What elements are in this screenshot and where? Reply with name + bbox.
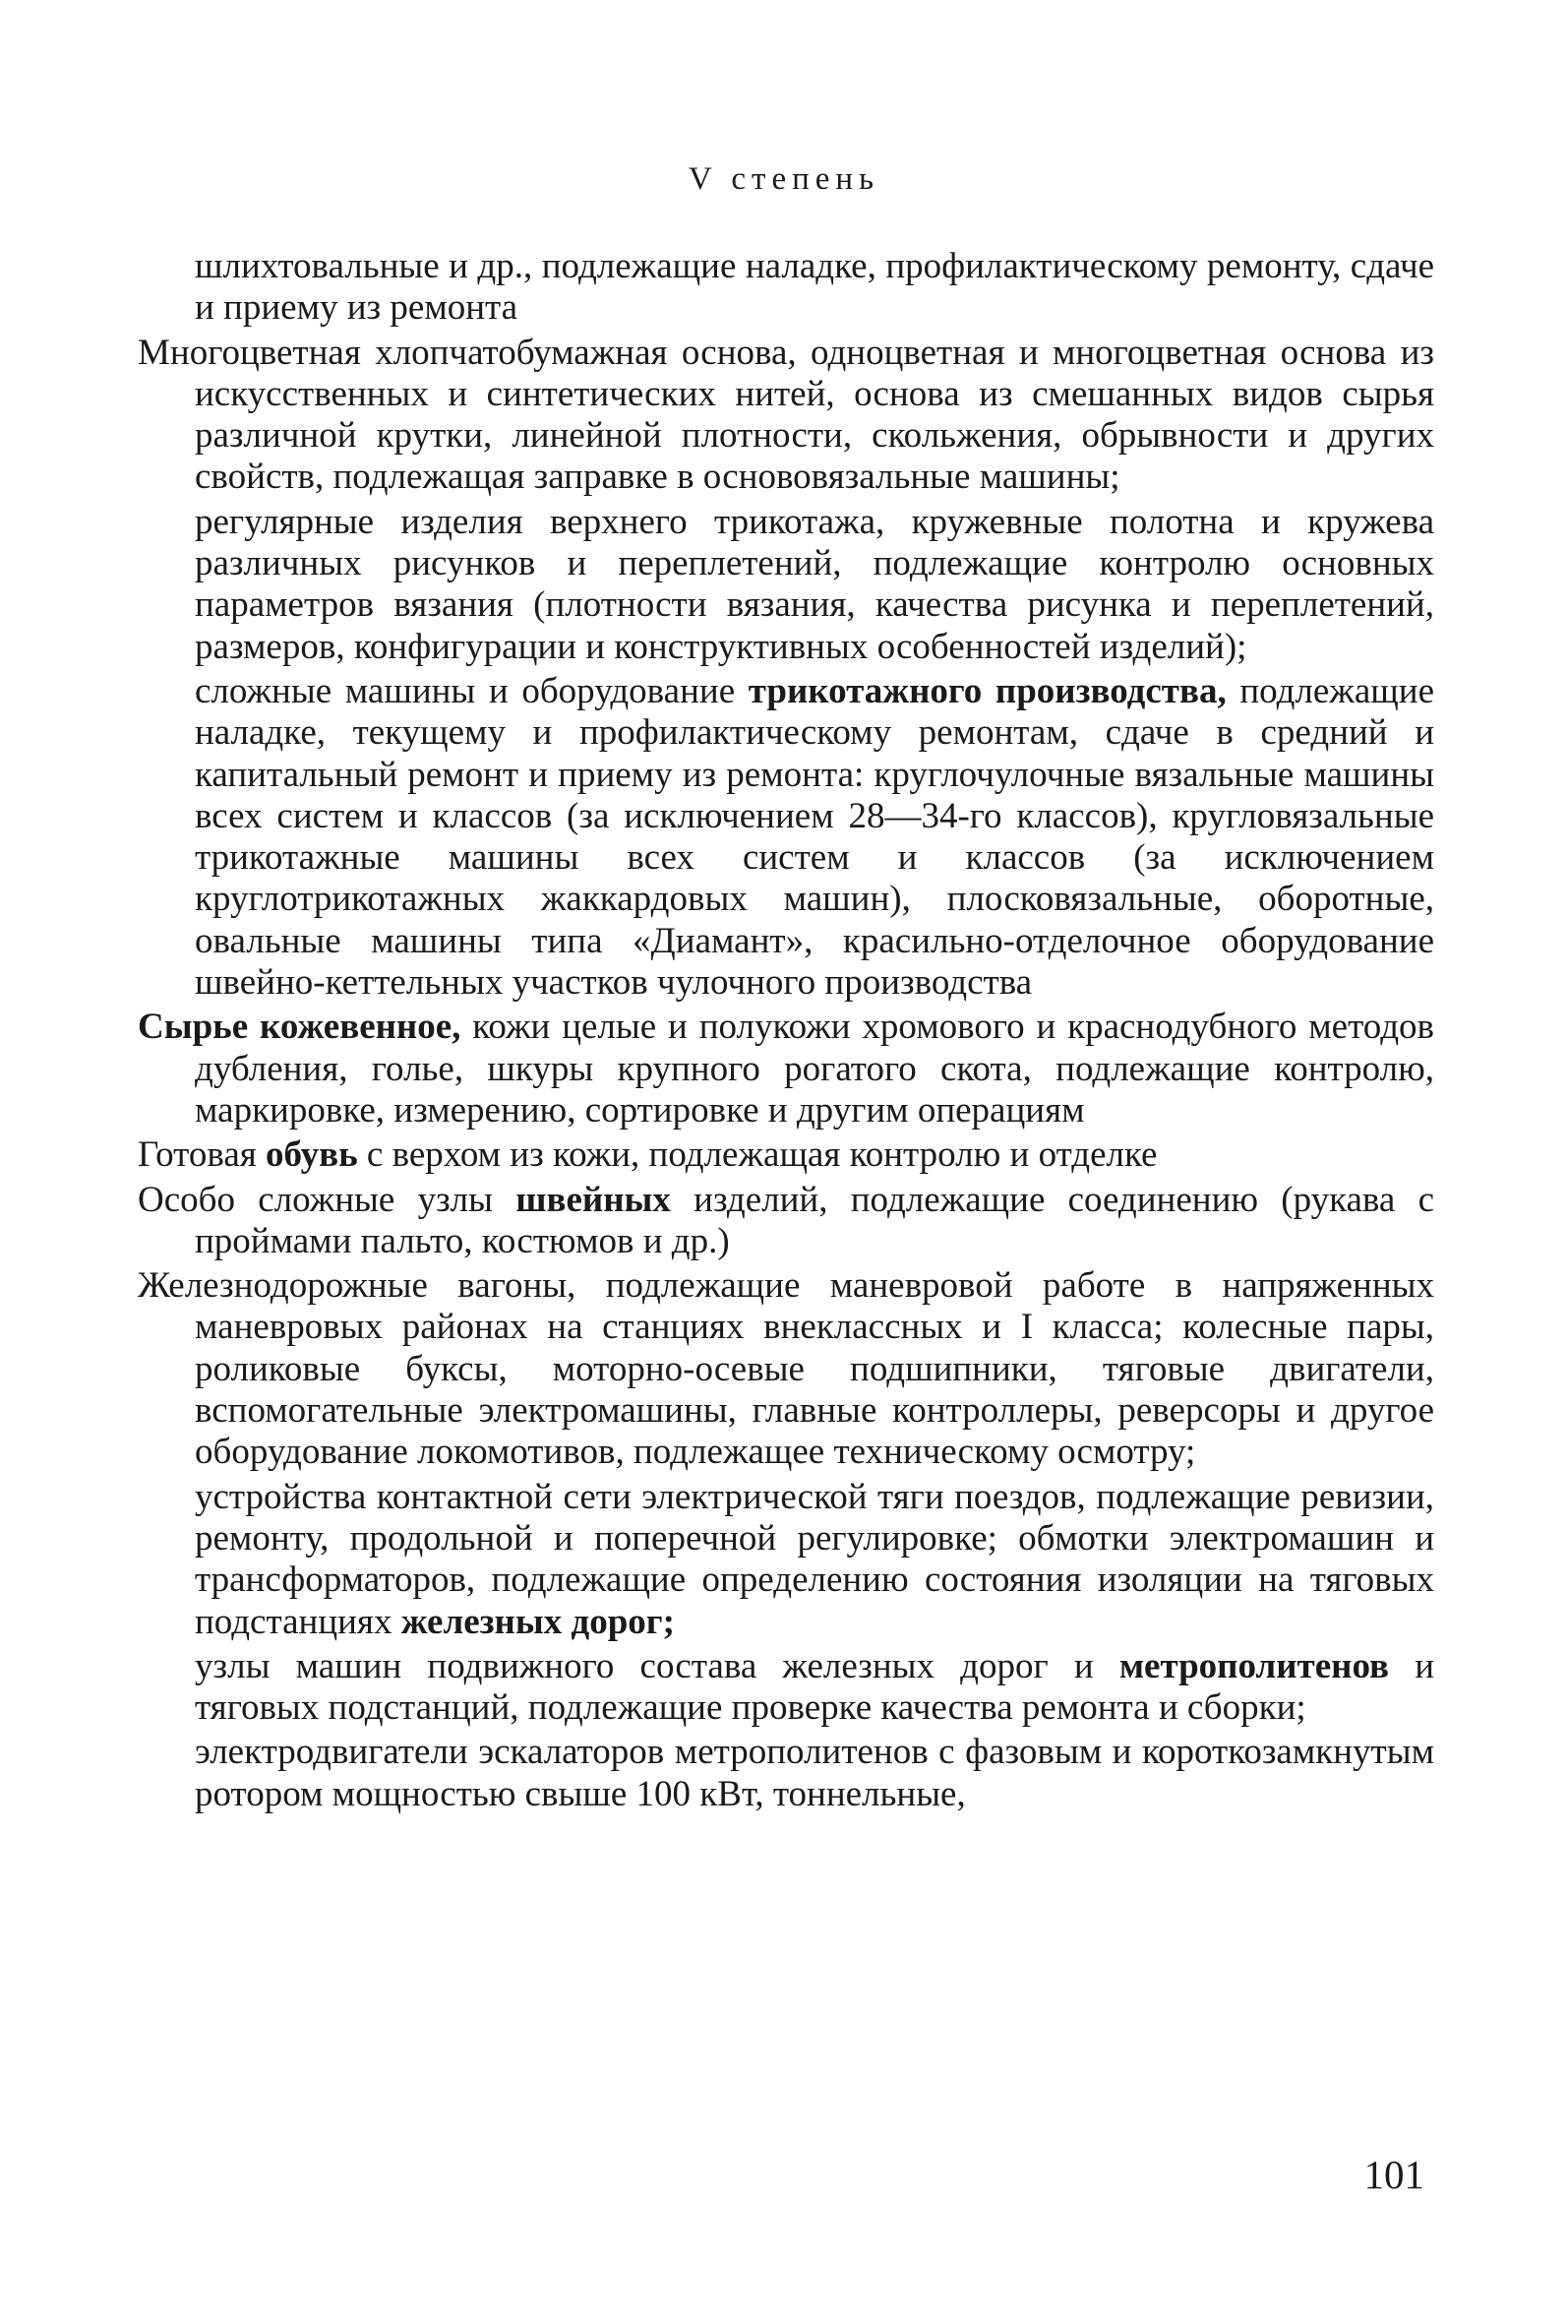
bold-term: железных дорог;	[400, 1601, 675, 1642]
text-run: электродвигатели эскалаторов метрополитенов с фазовым и короткозамкнутым ротором мощностью свыше 100 кВт, тоннельные,	[195, 1732, 1434, 1814]
paragraph	[138, 333, 1434, 499]
text-run: Многоцветная хлопчатобумажная основа, одноцветная и многоцветная основа из искусственных и синтетических нитей, основа из смешанных видов сырья различной крутки, линейной плотности, скольжения, обрывности и других свойств, подлежащая заправке в основовязальные машины;	[138, 332, 1434, 498]
text-run: кожи целые и полукожи хромового и краснодубного методов дубления, голье, шкуры крупного рогатого скота, подлежащие контролю, маркировке, измерению, сортировке и другим операциям	[195, 1007, 1434, 1131]
text-run: шлихтовальные и др., подлежащие наладке, профилактическому ремонту, сдаче и приему из ремонта	[195, 246, 1434, 329]
paragraph	[195, 1732, 1434, 1815]
paragraph	[195, 1477, 1434, 1643]
paragraph	[138, 1007, 1434, 1131]
text-run: узлы машин подвижного состава железных дорог и	[195, 1645, 1119, 1686]
paragraph	[138, 1180, 1434, 1263]
page-number: 101	[1363, 2152, 1424, 2197]
text-run: и тяговых подстанций, подлежащие проверке качества ремонта и сборки;	[195, 1645, 1434, 1729]
text-run: устройства контактной сети электрической тяги поездов, подлежащие ревизии, ремонту, продольной и поперечной регулировке; обмотки электромашин и трансформаторов, подлежащие определению состояния изоляции на тяговых подстанциях	[195, 1476, 1434, 1642]
paragraph	[138, 1134, 1434, 1176]
paragraph	[195, 671, 1434, 1004]
running-header: V степень	[688, 161, 880, 197]
bold-term: швейных	[515, 1179, 671, 1220]
text-run: Готовая	[138, 1134, 267, 1176]
text-run: Железнодорожные вагоны, подлежащие маневровой работе в напряженных маневровых районах на станциях внеклассных и I класса; колесные пары, роликовые буксы, моторно-осевые подшипники, тяговые двигатели, вспомогательные электромашины, главные контроллеры, реверсоры и другое оборудование локомотивов, подлежащее техническому осмотру;	[138, 1265, 1434, 1473]
bold-term: Сырье кожевенное,	[138, 1007, 461, 1048]
bold-term: трикотажного производства,	[748, 670, 1227, 711]
text-run: Особо сложные узлы	[138, 1179, 516, 1220]
paragraph	[195, 246, 1434, 330]
paragraph	[138, 1265, 1434, 1473]
paragraph	[195, 502, 1434, 668]
page-body	[138, 246, 1434, 1818]
text-run: изделий, подлежащие соединению (рукава с проймами пальто, костюмов и др.)	[195, 1179, 1434, 1261]
paragraph	[195, 1646, 1434, 1730]
bold-term: метрополитенов	[1118, 1645, 1390, 1686]
text-run: регулярные изделия верхнего трикотажа, кружевные полотна и кружева различных рисунков и переплетений, подлежащие контролю основных параметров вязания (плотности вязания, качества рисунка и переплетений, размеров, конфигурации и конструктивных особенностей изделий);	[195, 501, 1434, 667]
text-run: подлежащие наладке, текущему и профилактическому ремонтам, сдаче в средний и капитальный ремонт и приему из ремонта: круглочулочные вязальные машины всех систем и классов (за исключением 28—34-го классов), кругловязальные трикотажные машины всех систем и классов (за исключением круглотрикотажных жаккардовых машин), плосковязальные, оборотные, овальные машины типа «Диамант», красильно-отделочное оборудование швейно-кеттельных участков чулочного производства	[195, 670, 1434, 1004]
text-run: с верхом из кожи, подлежащая контролю и отделке	[357, 1134, 1158, 1176]
bold-term: обувь	[266, 1134, 358, 1176]
text-run: сложные машины и оборудование	[195, 670, 749, 711]
